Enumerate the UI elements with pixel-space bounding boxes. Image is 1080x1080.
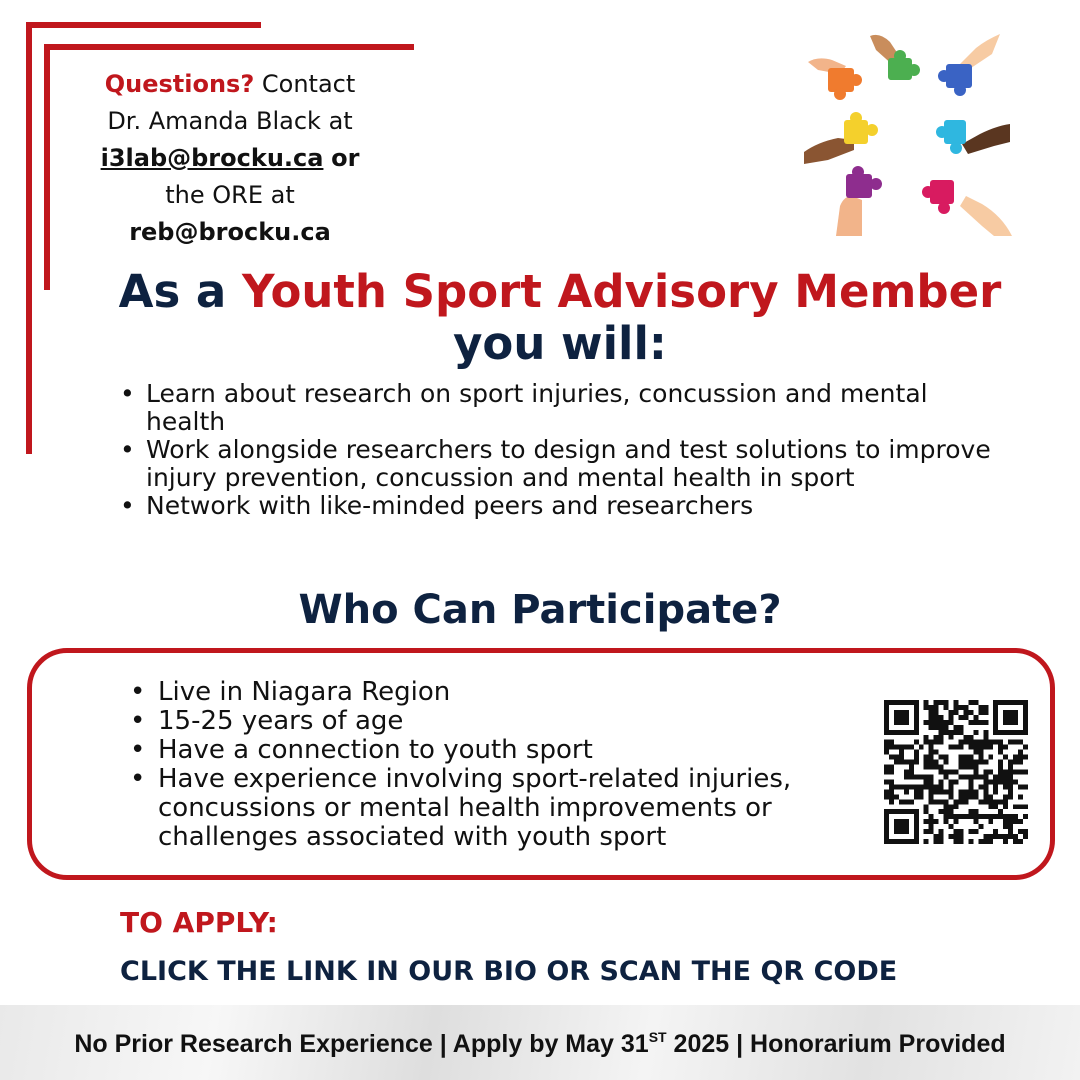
footer-part2: 2025 | Honorarium Provided: [666, 1030, 1006, 1058]
puzzle-piece-yellow: [804, 112, 878, 164]
i3lab-email-link[interactable]: i3lab@brocku.ca: [100, 144, 324, 172]
puzzle-piece-magenta: [922, 180, 1012, 236]
benefit-item: • Network with like-minded peers and researchers: [120, 492, 1000, 520]
criteria-list: [130, 678, 860, 852]
apply-instructions: CLICK THE LINK IN OUR BIO OR SCAN THE QR CODE: [120, 956, 898, 987]
criteria-item: • Live in Niagara Region: [130, 678, 860, 707]
page-title: [60, 266, 1060, 370]
criteria-item: • Have experience involving sport-related injuries, concussions or mental health improvements or challenges associated with youth sport: [130, 765, 860, 852]
puzzle-piece-blue: [938, 34, 1000, 96]
footer-part1: No Prior Research Experience | Apply by May 31: [74, 1030, 649, 1058]
benefits-list: [120, 380, 1000, 520]
contact-block: [55, 66, 405, 251]
ore-label: the ORE at: [165, 181, 295, 209]
contact-word: Contact: [261, 70, 356, 98]
title-line2: you will:: [453, 317, 667, 370]
apply-heading: TO APPLY:: [120, 906, 278, 939]
title-highlight: Youth Sport Advisory Member: [241, 265, 1002, 318]
benefit-item: • Work alongside researchers to design and test solutions to improve injury prevention, concussion and mental health in sport: [120, 436, 1000, 492]
or-word: or: [331, 144, 360, 172]
footer-superscript: ST: [648, 1029, 667, 1045]
criteria-item: • Have a connection to youth sport: [130, 736, 860, 765]
puzzle-piece-orange: [808, 58, 862, 100]
footer-text: [0, 1028, 1080, 1060]
title-prefix: As a: [118, 265, 227, 318]
frame-line-inner-top: [44, 44, 414, 50]
criteria-item: • 15-25 years of age: [130, 707, 860, 736]
puzzle-hands-icon: [800, 30, 1015, 240]
puzzle-piece-green: [870, 35, 920, 80]
reb-email[interactable]: reb@brocku.ca: [129, 218, 331, 246]
questions-label: Questions?: [104, 70, 255, 98]
qr-code-icon[interactable]: [884, 700, 1028, 844]
frame-line-outer-left: [26, 22, 32, 454]
frame-line-outer-top: [26, 22, 261, 28]
puzzle-piece-purple: [836, 166, 882, 236]
contact-name: Dr. Amanda Black at: [107, 107, 353, 135]
who-heading: Who Can Participate?: [298, 587, 782, 633]
puzzle-piece-cyan: [936, 120, 1010, 154]
frame-line-inner-left: [44, 44, 50, 290]
benefit-item: • Learn about research on sport injuries, concussion and mental health: [120, 380, 1000, 436]
